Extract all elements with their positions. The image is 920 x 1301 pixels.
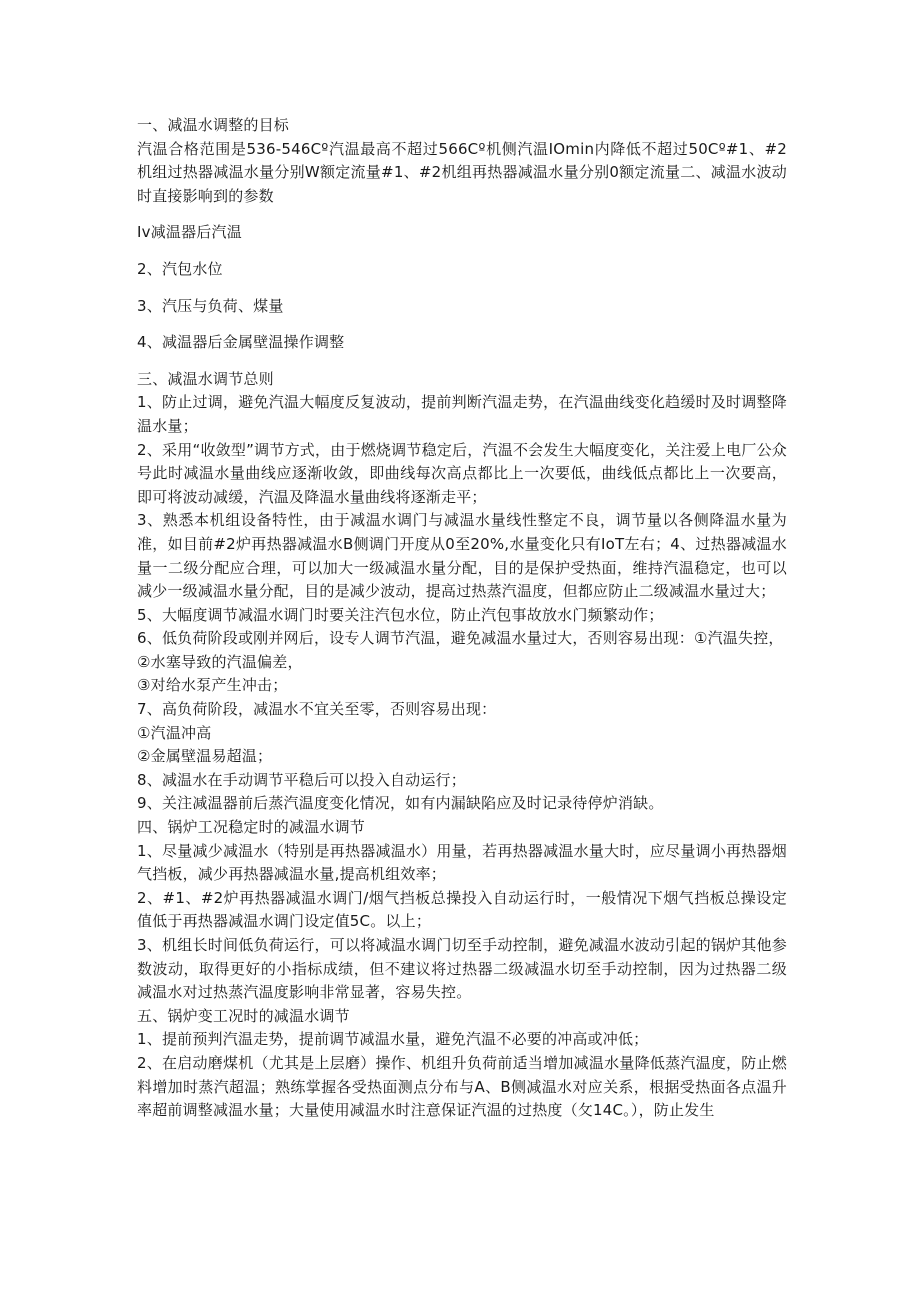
variable-rule-2: 2、在启动磨煤机（尤其是上层磨）操作、机组升负荷前适当增加减温水量降低蒸汽温度，防止燃料增加时蒸汽超温；熟练掌握各受热面测点分布与A、B侧减温水对应关系，根据受热面各点温升率超前调整减温水量；大量使用减温水时注意保证汽温的过热度（攵14C。），防止发生 xyxy=(137,1053,787,1120)
section-heading-3: 三、减温水调节总则 xyxy=(137,369,274,388)
rule-7-item-1: ①汽温冲高 xyxy=(137,723,212,742)
variable-rule-1: 1、提前预判汽温走势，提前调节减温水量，避免汽温不必要的冲高或冲低； xyxy=(137,1030,649,1049)
rule-5: 5、大幅度调节减温水调门时要关注汽包水位，防止汽包事故放水门频繁动作； xyxy=(137,605,664,624)
rule-8: 8、减温水在手动调节平稳后可以投入自动运行； xyxy=(137,770,466,789)
rule-7-item-2: ②金属壁温易超温； xyxy=(137,747,273,766)
list-item-2: 2、汽包水位 xyxy=(137,259,223,278)
list-item-4: 4、减温器后金属壁温操作调整 xyxy=(137,333,345,352)
section-heading-1: 一、减温水调整的目标 xyxy=(137,116,290,134)
section-heading-5: 五、锅炉变工况时的减温水调节 xyxy=(137,1006,350,1025)
rule-1: 1、防止过调，避免汽温大幅度反复波动，提前判断汽温走势，在汽温曲线变化趋缓时及时调整降温水量； xyxy=(137,393,787,435)
list-item-3: 3、汽压与负荷、煤量 xyxy=(137,296,284,315)
list-item-1: Iv减温器后汽温 xyxy=(137,223,242,242)
rule-6-item-2: ②水塞导致的汽温偏差， xyxy=(137,652,303,671)
rule-9: 9、关注减温器前后蒸汽温度变化情况，如有内漏缺陷应及时记录待停炉消缺。 xyxy=(137,794,664,813)
paragraph-steam-temp-range: 汽温合格范围是536-546Cº汽温最高不超过566Cº机侧汽温IOmin内降低不超过50Cº#1、#2机组过热器减温水量分别W额定流量#1、#2机组再热器减温水量分别0额定流量二、减温水波动时直接影响到的参数 xyxy=(137,139,787,205)
rule-3: 3、熟悉本机组设备特性，由于减温水调门与减温水量线性整定不良，调节量以各侧降温水量为准，如目前#2炉再热器减温水B侧调门开度从0至20%,水量变化只有IoT左右；4、过热器减温水量一二级分配应合理，可以加大一级减温水量分配，目的是保护受热面，维持汽温稳定，也可以减少一级减温水量分配，目的是减少波动，提高过热蒸汽温度，但都应防止二级减温水量过大； xyxy=(137,511,787,601)
rule-6-item-3: ③对给水泵产生冲击； xyxy=(137,676,288,695)
rule-2: 2、采用“收敛型”调节方式，由于燃烧调节稳定后，汽温不会发生大幅度变化，关注爱上电厂公众号此时减温水量曲线应逐渐收敛，即曲线每次高点都比上一次要低，曲线低点都比上一次要高，即可将波动减缓，汽温及降温水量曲线将逐渐走平； xyxy=(137,440,787,506)
section-heading-4: 四、锅炉工况稳定时的减温水调节 xyxy=(137,818,366,837)
stable-rule-2: 2、#1、#2炉再热器减温水调门/烟气挡板总操投入自动运行时，一般情况下烟气挡板总操设定值低于再热器减温水调门设定值5C。以上； xyxy=(137,888,787,931)
stable-rule-3: 3、机组长时间低负荷运行，可以将减温水调门切至手动控制，避免减温水波动引起的锅炉其他参数波动，取得更好的小指标成绩，但不建议将过热器二级减温水切至手动控制，因为过热器二级减温水对过热蒸汽温度影响非常显著，容易失控。 xyxy=(137,936,787,1002)
stable-rule-1: 1、尽量减少减温水（特别是再热器减温水）用量，若再热器减温水量大时，应尽量调小再热器烟气挡板，减少再热器减温水量,提高机组效率； xyxy=(137,841,787,884)
rule-7: 7、高负荷阶段，减温水不宜关至零，否则容易出现： xyxy=(137,700,497,719)
rule-6: 6、低负荷阶段或刚并网后，设专人调节汽温，避免减温水量过大，否则容易出现：①汽温失控， xyxy=(137,629,784,648)
document-body xyxy=(137,114,787,1123)
